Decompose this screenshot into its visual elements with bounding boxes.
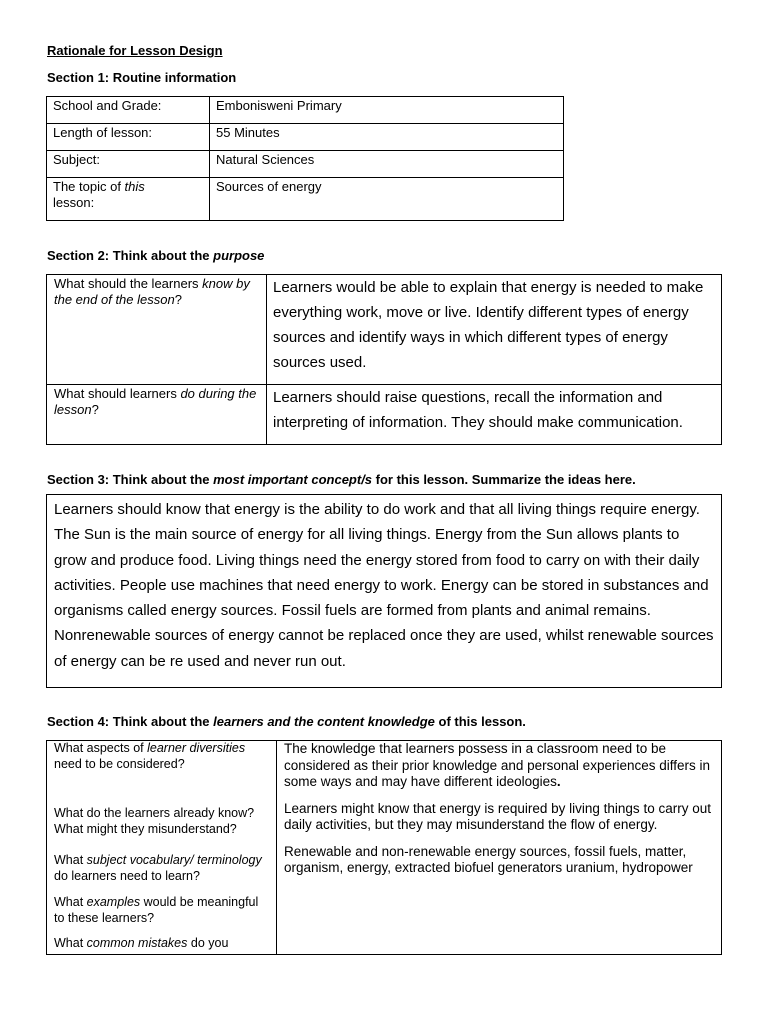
section4-heading <box>47 714 526 729</box>
table-row <box>47 741 722 955</box>
routine-info-table <box>46 96 564 221</box>
q3-pre: What <box>54 853 87 867</box>
q1-pre: What aspects of <box>54 741 148 755</box>
q1-post: ? <box>174 292 182 307</box>
section3-heading <box>47 472 636 487</box>
q2-block: What do the learners already know? What might they misunderstand? <box>54 806 255 836</box>
a1-block <box>284 741 713 791</box>
table-cell-label <box>47 178 210 221</box>
table-cell-value: Sources of energy <box>210 178 564 221</box>
topic-label-pre: The topic of <box>53 179 125 194</box>
table-row <box>47 124 564 151</box>
a3-block: Renewable and non-renewable energy sources, fossil fuels, matter, organism, energy, extracted biofuel generators uranium, hydropower <box>284 843 693 875</box>
table-cell-label: Subject: <box>47 151 210 178</box>
q4-em: examples <box>86 895 141 909</box>
topic-label-post: lesson: <box>53 195 95 210</box>
table-row <box>47 178 564 221</box>
question-cell <box>47 275 267 385</box>
table-row <box>47 151 564 178</box>
topic-label-em: this <box>124 179 145 194</box>
question-cell <box>47 741 277 955</box>
purpose-table <box>46 274 722 445</box>
section4-heading-em: learners and the content knowledge <box>213 714 435 729</box>
q3-post: do learners need to learn? <box>54 868 200 883</box>
q2-em: do during the lesson <box>54 386 257 417</box>
q3-block <box>54 853 270 884</box>
q4-block <box>54 895 270 926</box>
answer-cell: Learners should raise questions, recall the information and interpreting of information. They should make communication. <box>267 385 722 445</box>
a2-block: Learners might know that energy is required by living things to carry out daily activities, but they may misunderstand the flow of energy. <box>284 800 711 832</box>
table-cell-label: School and Grade: <box>47 97 210 124</box>
section4-heading-pre: Section 4: Think about the <box>47 714 214 729</box>
q2-post: ? <box>91 402 99 417</box>
table-cell-value: Embonisweni Primary <box>210 97 564 124</box>
section1-heading: Section 1: Routine information <box>47 70 237 85</box>
table-cell-value: Natural Sciences <box>210 151 564 178</box>
answer-cell: Learners would be able to explain that energy is needed to make everything work, move or live. Identify different types of energy sources and identify ways in which different types of energy sources used. <box>267 275 722 385</box>
a1-end: . <box>556 774 561 789</box>
q5-block <box>54 936 270 952</box>
q1-em: know by the end of the lesson <box>54 276 250 307</box>
q1-em: learner diversities <box>147 741 246 755</box>
q4-post: would be meaningful to these learners? <box>54 895 259 925</box>
document-title: Rationale for Lesson Design <box>47 43 223 58</box>
q2-pre: What should learners <box>54 386 181 401</box>
concepts-summary-box: Learners should know that energy is the ability to do work and that all living things require energy. The Sun is the main source of energy for all living things. Energy from the Sun allows plants to grow and produce food. Living things need the energy stored from food to carry on with their daily activities. People use machines that need energy to work. Energy can be stored in substances and organisms called energy sources. Fossil fuels are formed from plants and animal remains. Nonrenewable sources of energy cannot be replaced once they are used, whilst renewable sources of energy can be re used and never run out. <box>46 494 722 688</box>
question-cell <box>47 385 267 445</box>
q1-block <box>54 741 270 772</box>
a1-text: The knowledge that learners possess in a classroom need to be considered as their prior knowledge and personal experiences differs in some ways and may have different ideologies <box>284 741 711 789</box>
section3-heading-pre: Section 3: Think about the <box>47 472 214 487</box>
q5-post: do you <box>187 936 229 950</box>
table-row <box>47 275 722 385</box>
table-cell-value: 55 Minutes <box>210 124 564 151</box>
section3-heading-post: for this lesson. Summarize the ideas here. <box>372 472 636 487</box>
section2-heading-pre: Section 2: Think about the <box>47 248 214 263</box>
section4-heading-post: of this lesson. <box>434 714 526 729</box>
q4-pre: What <box>54 895 87 909</box>
q1-post: need to be considered? <box>54 756 185 771</box>
q3-em: subject vocabulary/ terminology <box>86 853 262 867</box>
q5-em: common mistakes <box>86 936 188 950</box>
learners-content-table <box>46 740 722 955</box>
section2-heading-em: purpose <box>213 248 265 263</box>
answer-cell <box>277 741 722 955</box>
table-cell-label: Length of lesson: <box>47 124 210 151</box>
section3-heading-em: most important concept/s <box>213 472 373 487</box>
table-row <box>47 97 564 124</box>
q1-pre: What should the learners <box>54 276 203 291</box>
table-row <box>47 385 722 445</box>
section2-heading <box>47 248 264 263</box>
q5-pre: What <box>54 936 87 950</box>
